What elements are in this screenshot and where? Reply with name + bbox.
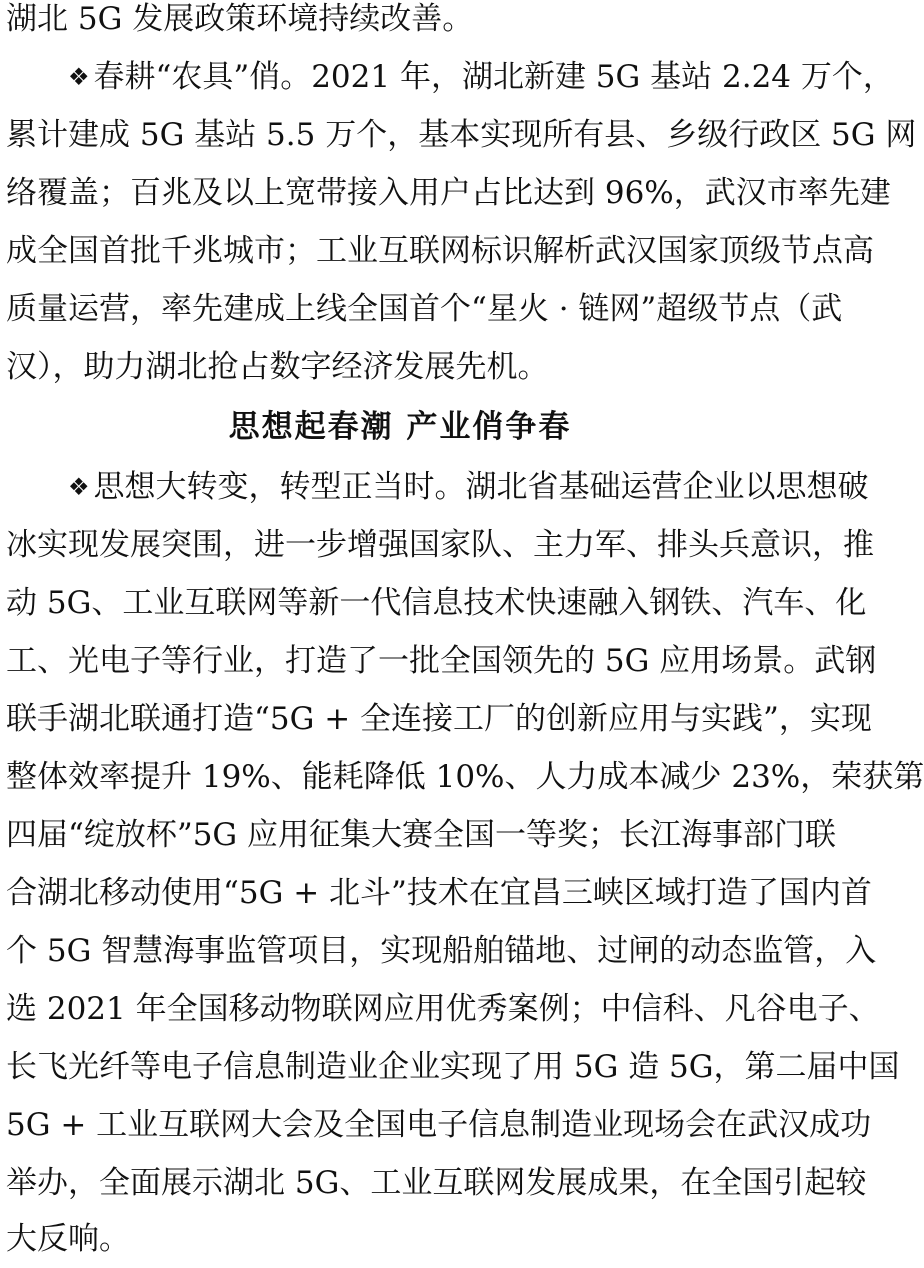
paragraph-line: 大反响。 bbox=[6, 1221, 130, 1257]
paragraph-line: 动 5G、工业互联网等新一代信息技术快速融入钢铁、汽车、化 bbox=[6, 585, 867, 621]
paragraph-line: 质量运营，率先建成上线全国首个“星火 · 链网”超级节点（武 bbox=[6, 291, 843, 327]
paragraph-line: 合湖北移动使用“5G + 北斗”技术在宜昌三峡区域打造了国内首 bbox=[6, 875, 872, 911]
diamond-bullet-icon: ❖ bbox=[68, 473, 90, 501]
paragraph-line: 个 5G 智慧海事监管项目，实现船舶锚地、过闸的动态监管，入 bbox=[6, 933, 877, 969]
paragraph-line: 工、光电子等行业，打造了一批全国领先的 5G 应用场景。武钢 bbox=[6, 643, 877, 679]
paragraph-line: ❖ 思想大转变，转型正当时。湖北省基础运营企业以思想破 bbox=[68, 458, 782, 516]
paragraph-line: 联手湖北联通打造“5G + 全连接工厂的创新应用与实践”，实现 bbox=[6, 701, 872, 737]
paragraph-line: 成全国首批千兆城市；工业互联网标识解析武汉国家顶级节点高 bbox=[6, 233, 874, 269]
paragraph-line: 冰实现发展突围，进一步增强国家队、主力军、排头兵意识，推 bbox=[6, 527, 874, 563]
paragraph-line: 湖北 5G 发展政策环境持续改善。 bbox=[6, 1, 474, 37]
paragraph-line: 累计建成 5G 基站 5.5 万个，基本实现所有县、乡级行政区 5G 网 bbox=[6, 117, 917, 153]
paragraph-line: 汉），助力湖北抢占数字经济发展先机。 bbox=[6, 349, 549, 385]
paragraph-line: 四届“绽放杯”5G 应用征集大赛全国一等奖；长江海事部门联 bbox=[6, 817, 837, 853]
paragraph-line: 5G + 工业互联网大会及全国电子信息制造业现场会在武汉成功 bbox=[6, 1107, 872, 1143]
paragraph-line: 长飞光纤等电子信息制造业企业实现了用 5G 造 5G，第二届中国 bbox=[6, 1049, 900, 1085]
section-heading: 思想起春潮 产业俏争春 bbox=[228, 409, 572, 445]
paragraph-line: 选 2021 年全国移动物联网应用优秀案例；中信科、凡谷电子、 bbox=[6, 991, 880, 1027]
paragraph-line: 举办，全面展示湖北 5G、工业互联网发展成果，在全国引起较 bbox=[6, 1165, 867, 1201]
paragraph-line: 整体效率提升 19%、能耗降低 10%、人力成本减少 23%，荣获第 bbox=[6, 759, 924, 795]
paragraph-line: 络覆盖；百兆及以上宽带接入用户占比达到 96%，武汉市率先建 bbox=[6, 175, 891, 211]
diamond-bullet-icon: ❖ bbox=[68, 63, 90, 91]
paragraph-line: ❖ 春耕“农具”俏。2021 年，湖北新建 5G 基站 2.24 万个， bbox=[68, 48, 782, 106]
